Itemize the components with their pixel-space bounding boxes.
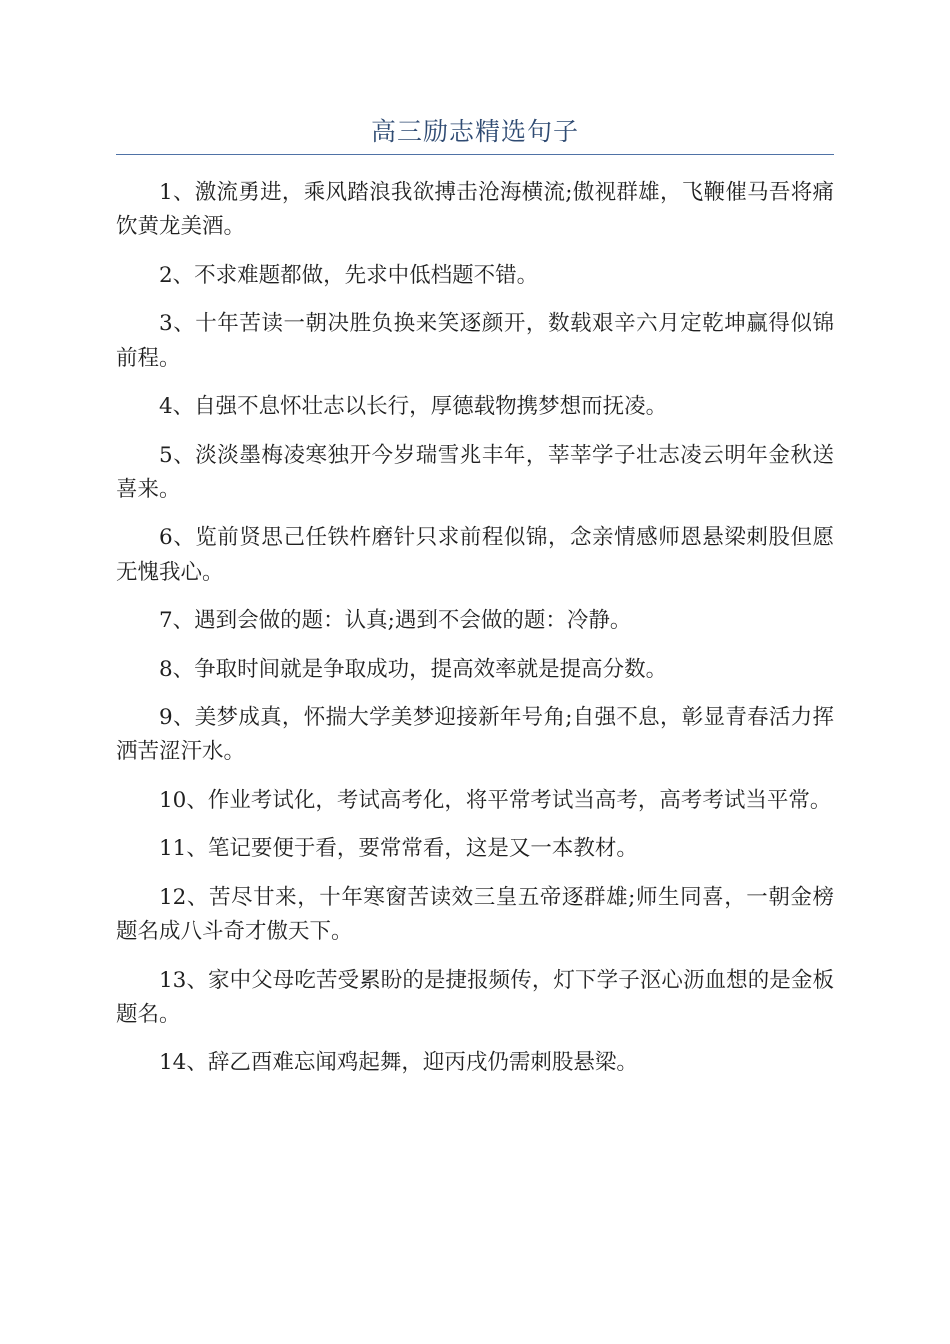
- document-title: 高三励志精选句子: [370, 117, 579, 146]
- paragraph-14: 14、辞乙酉难忘闻鸡起舞，迎丙戌仍需刺股悬梁。: [159, 1050, 638, 1076]
- title-underline: [116, 154, 834, 155]
- paragraph-7: 7、遇到会做的题：认真;遇到不会做的题：冷静。: [159, 608, 632, 634]
- paragraph-12: 12、苦尽甘来，十年寒窗苦读效三皇五帝逐群雄;师生同喜，一朝金榜题名成八斗奇才傲天下。: [116, 884, 834, 945]
- document-body: [116, 176, 834, 1095]
- paragraph-13: 13、家中父母吃苦受累盼的是捷报频传，灯下学子沤心沥血想的是金板题名。: [116, 967, 834, 1027]
- paragraph-8: 8、争取时间就是争取成功，提高效率就是提高分数。: [159, 656, 668, 682]
- paragraph-10: 10、作业考试化，考试高考化，将平常考试当高考，高考考试当平常。: [159, 787, 832, 813]
- paragraph-6: 6、览前贤思己任铁杵磨针只求前程似锦，念亲情感师恩悬梁刺股但愿无愧我心。: [116, 525, 834, 585]
- paragraph-5: 5、淡淡墨梅凌寒独开今岁瑞雪兆丰年，莘莘学子壮志凌云明年金秋送喜来。: [116, 442, 834, 502]
- paragraph-9: 9、美梦成真，怀揣大学美梦迎接新年号角;自强不息，彰显青春活力挥洒苦涩汗水。: [116, 705, 834, 765]
- paragraph-11: 11、笔记要便于看，要常常看，这是又一本教材。: [159, 836, 638, 862]
- paragraph-1: 1、激流勇进，乘风踏浪我欲搏击沧海横流;傲视群雄，飞鞭催马吾将痛饮黄龙美酒。: [116, 180, 834, 240]
- paragraph-3: 3、十年苦读一朝决胜负换来笑逐颜开，数载艰辛六月定乾坤赢得似锦前程。: [116, 311, 834, 371]
- paragraph-4: 4、自强不息怀壮志以长行，厚德载物携梦想而抚凌。: [159, 394, 668, 420]
- paragraph-2: 2、不求难题都做，先求中低档题不错。: [159, 262, 539, 288]
